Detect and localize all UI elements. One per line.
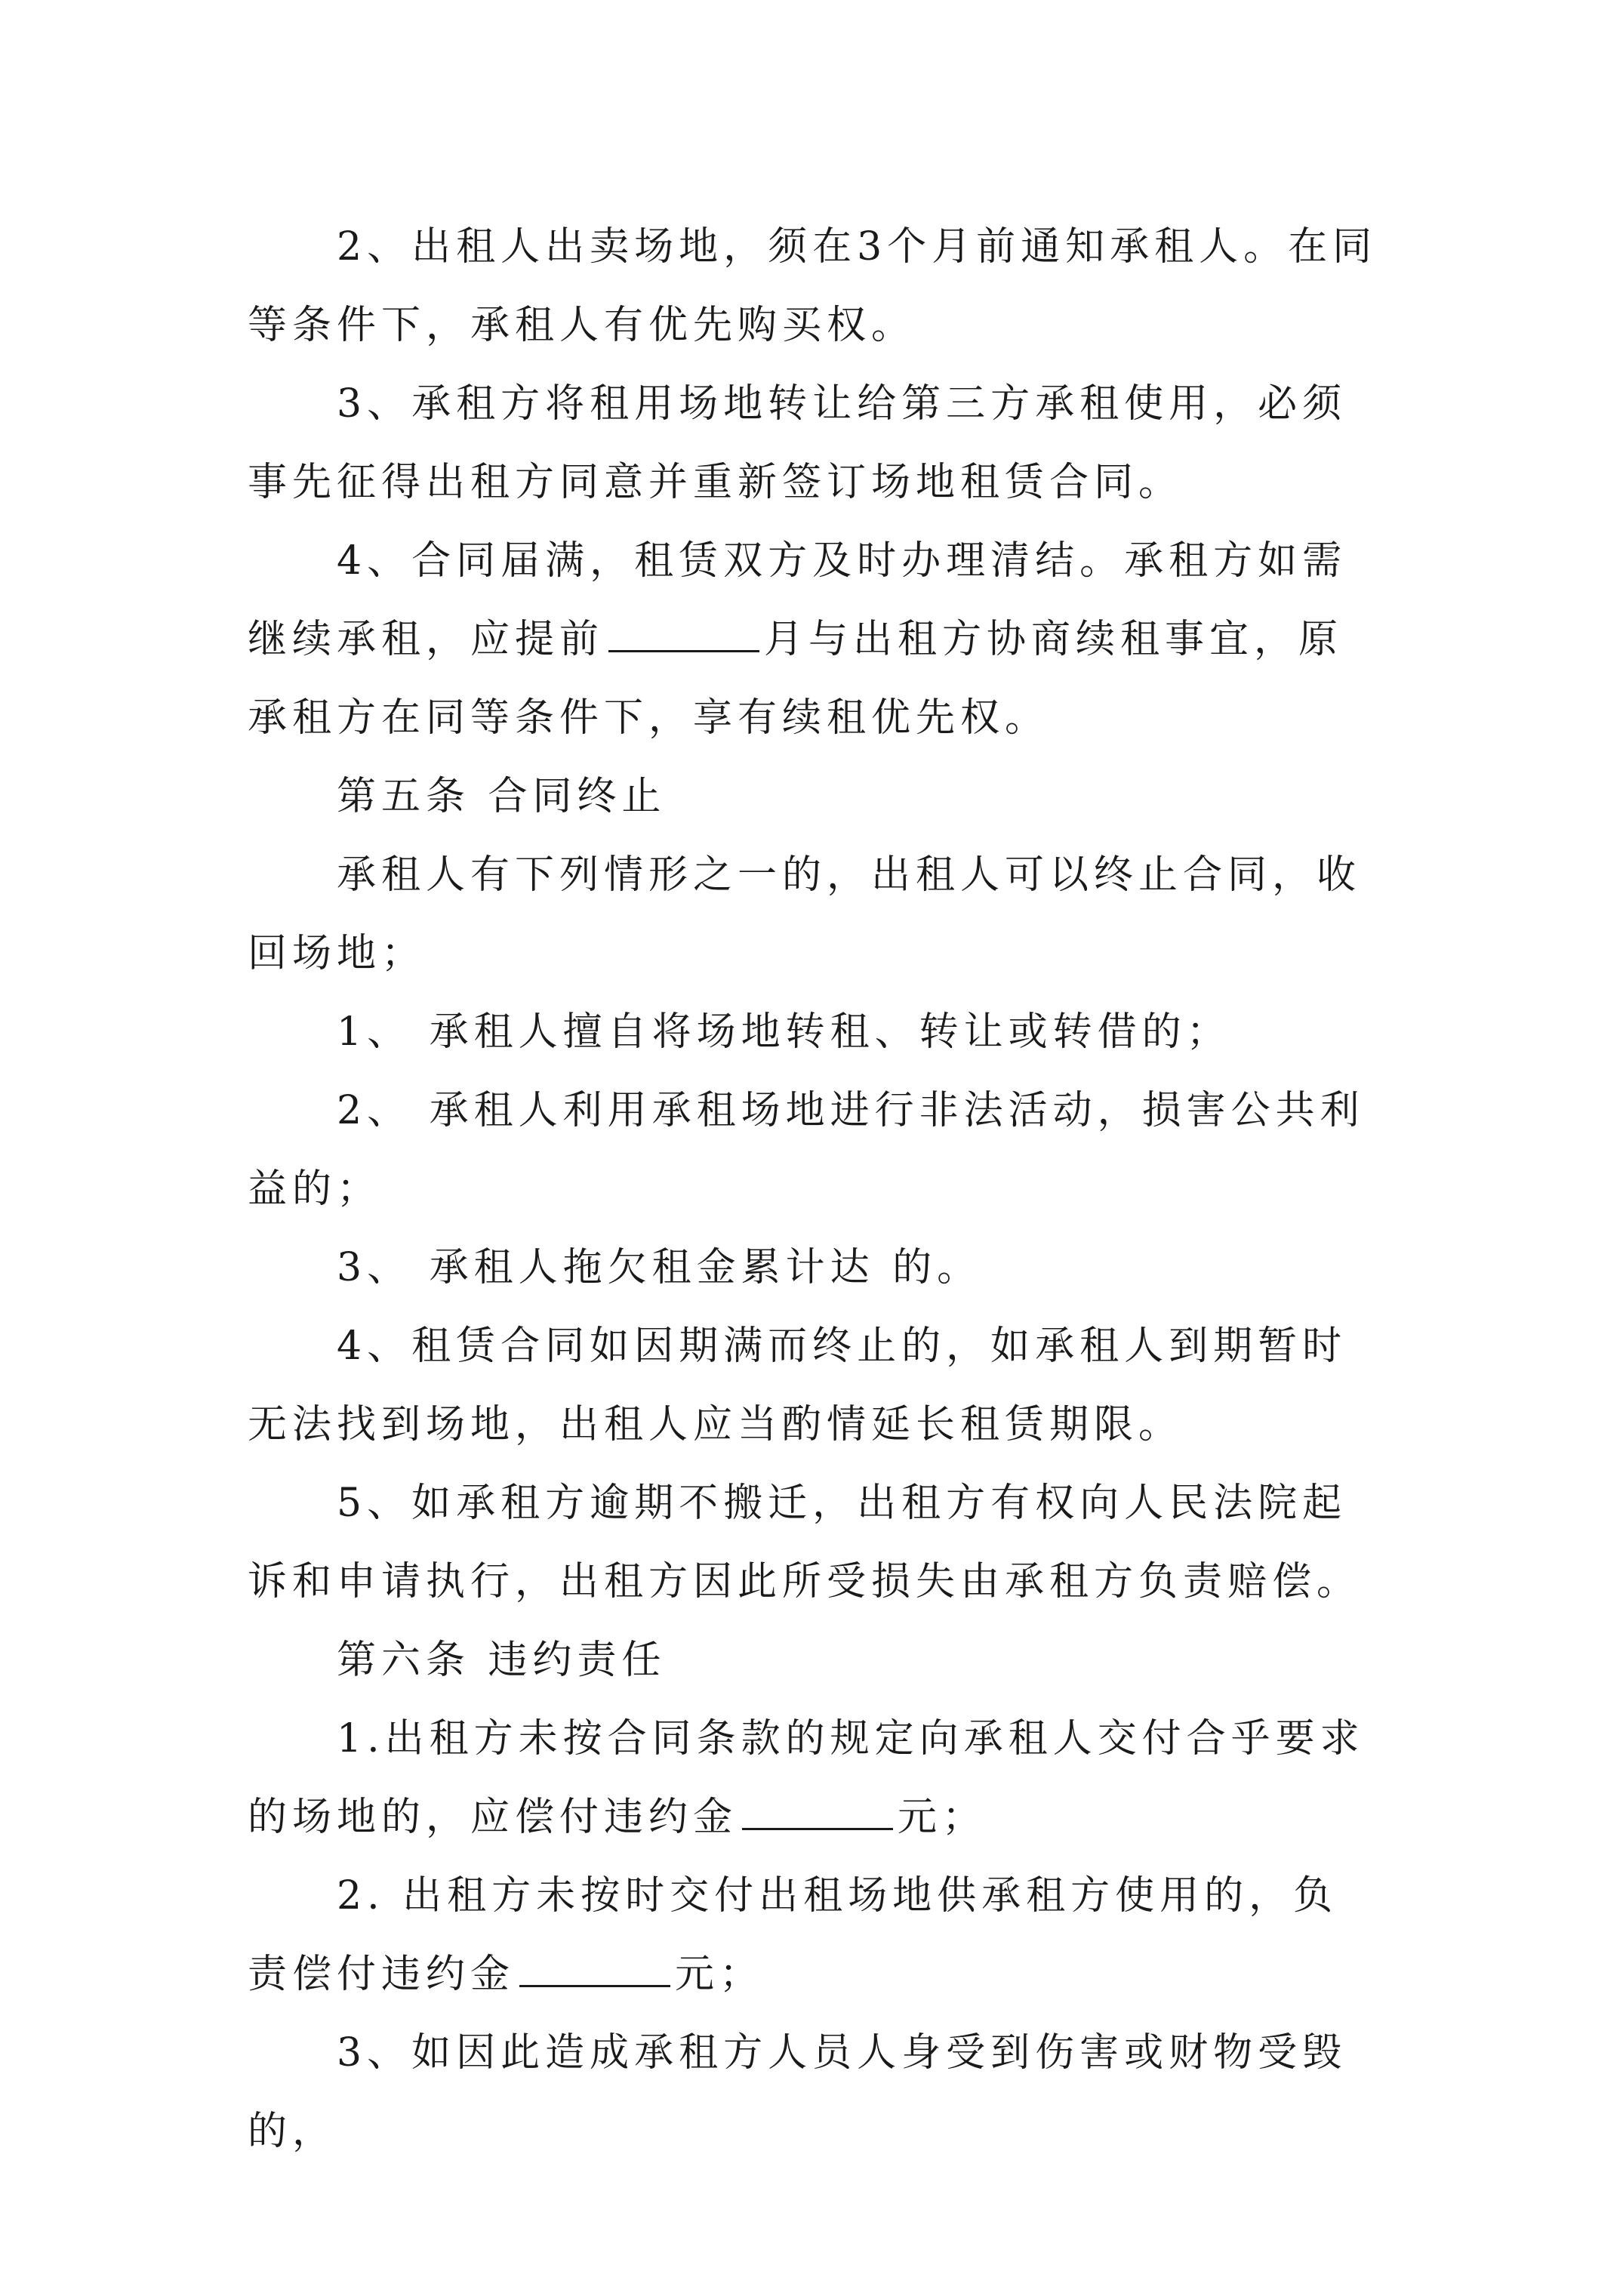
fill-in-blank-penalty-1 bbox=[742, 1798, 893, 1830]
termination-item-5: 5、如承租方逾期不搬迁，出租方有权向人民法院起诉和申请执行，出租方因此所受损失由承租方负责赔偿。 bbox=[248, 1481, 1362, 1604]
article-5-heading: 第五条 合同终止 bbox=[337, 774, 667, 819]
termination-intro: 承租人有下列情形之一的，出租人可以终止合同，收回场地； bbox=[248, 852, 1362, 976]
termination-item-1: 1、 承租人擅自将场地转租、转让或转借的； bbox=[337, 1009, 1231, 1055]
termination-item-4: 4、租赁合同如因期满而终止的，如承租人到期暂时无法找到场地，出租人应当酌情延长租赁期限。 bbox=[248, 1324, 1347, 1447]
fill-in-blank-penalty-2 bbox=[519, 1955, 670, 1987]
termination-item-3: 3、 承租人拖欠租金累计达 的。 bbox=[337, 1245, 982, 1290]
clause-item-2-sale-notice: 2、出租人出卖场地，须在3个月前通知承租人。在同等条件下，承租人有优先购买权。 bbox=[248, 224, 1378, 348]
clause-item-3-sublet: 3、承租方将租用场地转让给第三方承租使用，必须事先征得出租方同意并重新签订场地租赁合同。 bbox=[248, 381, 1347, 505]
termination-item-2: 2、 承租人利用承租场地进行非法活动，损害公共利益的； bbox=[248, 1088, 1365, 1212]
clause-item-4-renewal: 4、合同届满，租赁双方及时办理清结。承租方如需继续承租，应提前 月与出租方协商续租事宜，原承租方在同等条件下，享有续租优先权。 bbox=[248, 538, 1347, 741]
liability-item-1: 1.出租方未按合同条款的规定向承租人交付合乎要求的场地的，应偿付违约金 元； bbox=[248, 1716, 1365, 1840]
fill-in-blank-months bbox=[608, 620, 759, 652]
liability-item-2: 2. 出租方未按时交付出租场地供承租方使用的，负责偿付违约金 元； bbox=[248, 1873, 1338, 1997]
liability-item-3: 3、如因此造成承租方人员人身受到伤害或财物受毁的， bbox=[248, 2030, 1347, 2154]
article-6-heading: 第六条 违约责任 bbox=[337, 1638, 667, 1683]
